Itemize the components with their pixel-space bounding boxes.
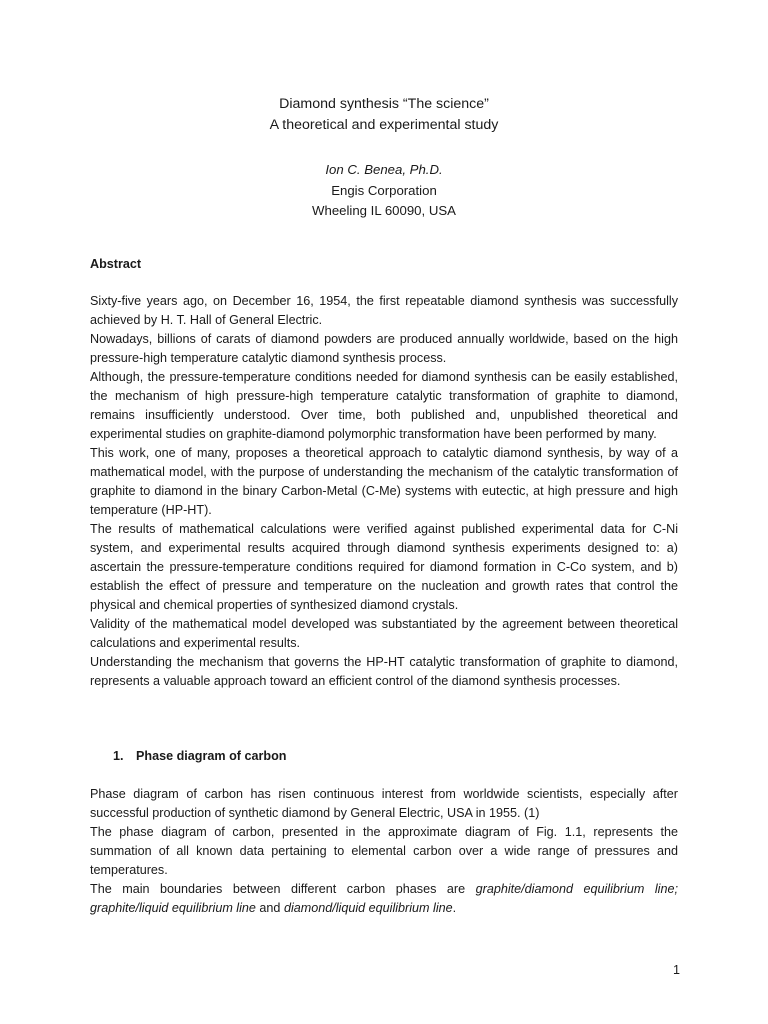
abstract-paragraph: Although, the pressure-temperature conditions needed for diamond synthesis can be easily established, the mechanism of high pressure-high temperature catalytic transformation of graphite to diamond, remains insufficiently understood. Over time, both published and, unpublished theoretical and experimental studies on graphite-diamond polymorphic transformation have been performed by many. — [90, 370, 678, 441]
section-1-body — [90, 785, 678, 918]
section-1-heading — [113, 747, 286, 766]
title-line-2: A theoretical and experimental study — [269, 117, 499, 133]
abstract-body — [90, 292, 678, 691]
section-paragraph-boundaries — [90, 880, 678, 918]
abstract-paragraph: Sixty-five years ago, on December 16, 1954, the first repeatable diamond synthesis was successfully achieved by H. T. Hall of General Electric. — [90, 294, 678, 327]
abstract-paragraph: The results of mathematical calculations were verified against published experimental data for C-Ni system, and experimental results acquired through diamond synthesis experiments designed to: a) ascertain the pressure-temperature conditions required for diamond formation in C-Co system, and b) establish the effect of pressure and temperature on the nucleation and growth rates that control the physical and chemical properties of synthesized diamond crystals. — [90, 522, 678, 612]
author-affiliation: Engis Corporation — [331, 182, 437, 198]
abstract-heading: Abstract — [90, 257, 142, 271]
boundaries-mid: and — [255, 901, 284, 915]
boundaries-italic-1: graphite/diamond equilibrium line; graphite/liquid equilibrium line — [90, 882, 678, 915]
section-paragraph: The phase diagram of carbon, presented in the approximate diagram of Fig. 1.1, represents the summation of all known data pertaining to elemental carbon over a wide range of pressures and temperatures. — [90, 825, 678, 877]
paper-title — [0, 94, 768, 136]
section-paragraph: Phase diagram of carbon has risen continuous interest from worldwide scientists, especially after successful production of synthetic diamond by General Electric, USA in 1955. (1) — [90, 787, 678, 820]
abstract-paragraph: Understanding the mechanism that governs the HP-HT catalytic transformation of graphite to diamond, represents a valuable approach toward an efficient control of the diamond synthesis processes. — [90, 655, 678, 688]
boundaries-lead: The main boundaries between different carbon phases are — [90, 882, 476, 896]
author-address: Wheeling IL 60090, USA — [312, 203, 456, 218]
abstract-paragraph: Validity of the mathematical model developed was substantiated by the agreement between theoretical calculations and experimental results. — [90, 617, 678, 650]
page-number: 1 — [672, 963, 680, 977]
section-title: Phase diagram of carbon — [136, 749, 287, 763]
abstract-paragraph: Nowadays, billions of carats of diamond powders are produced annually worldwide, based on the high pressure-high temperature catalytic diamond synthesis process. — [90, 332, 678, 365]
title-line-1: Diamond synthesis “The science” — [279, 96, 489, 112]
boundaries-italic-2: diamond/liquid equilibrium line — [283, 901, 453, 915]
author-block — [0, 160, 768, 222]
boundaries-end: . — [452, 901, 457, 915]
author-name: Ion C. Benea, Ph.D. — [325, 162, 443, 177]
abstract-paragraph: This work, one of many, proposes a theoretical approach to catalytic diamond synthesis, by way of a mathematical model, with the purpose of understanding the mechanism of the catalytic transformation of graphite to diamond in the binary Carbon-Metal (C-Me) systems with eutectic, at high pressure and high temperature (HP-HT). — [90, 446, 678, 517]
section-number: 1. — [113, 749, 124, 763]
